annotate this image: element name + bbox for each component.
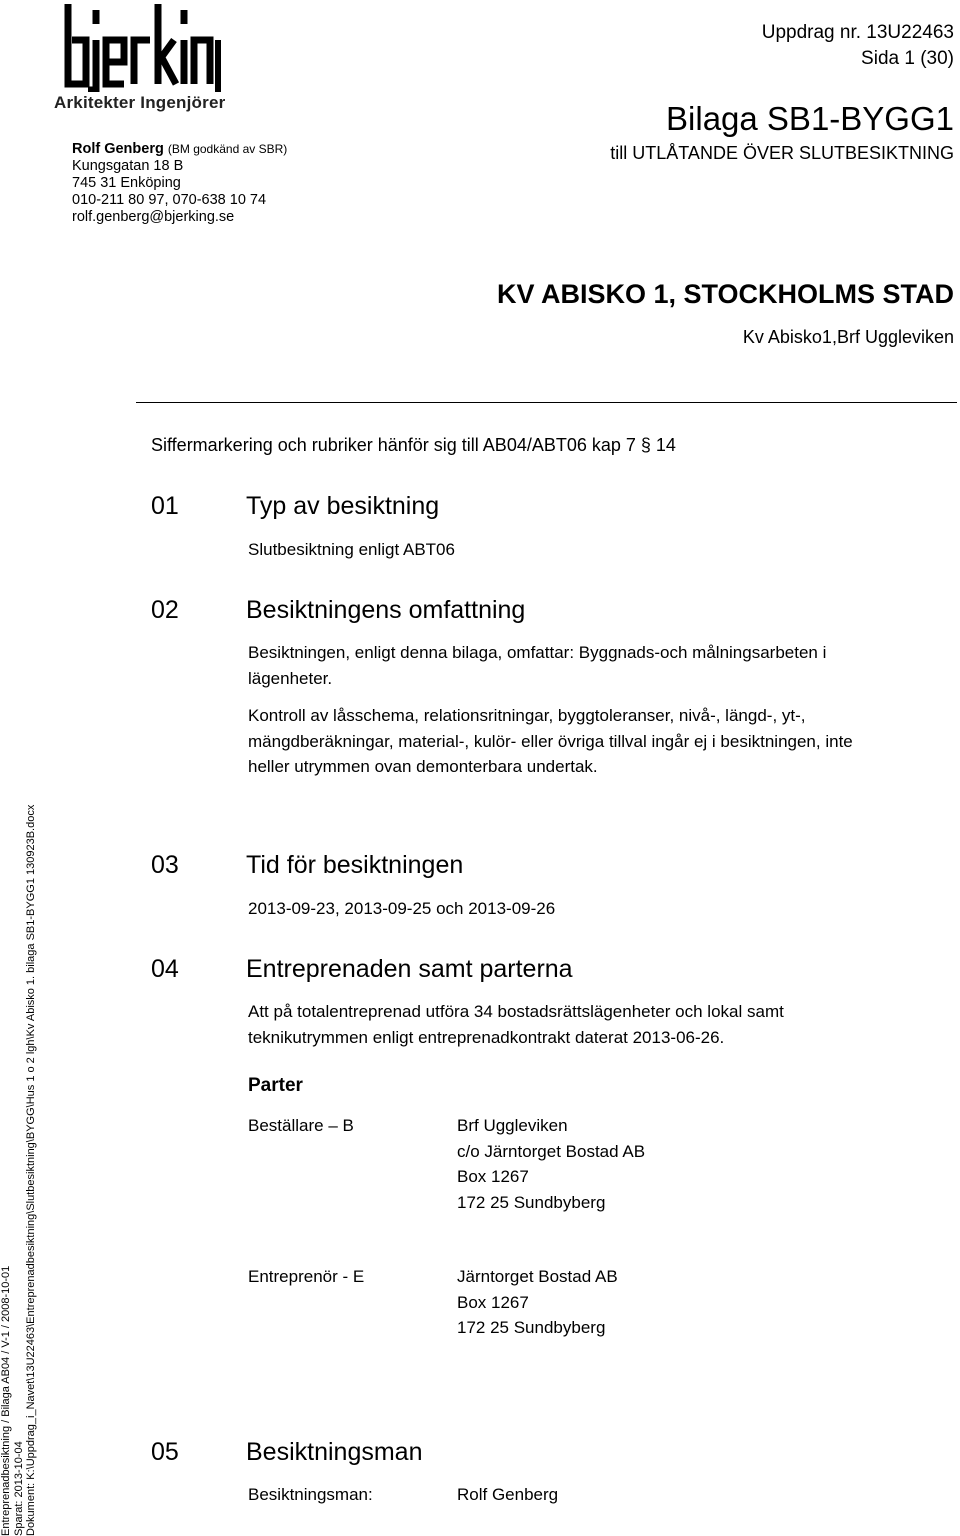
inspector-label: Besiktningsman:	[248, 1485, 373, 1504]
address-line: Järntorget Bostad AB	[457, 1267, 618, 1286]
client-address	[457, 1113, 645, 1215]
page-number: Sida 1 (30)	[861, 48, 954, 69]
contact-city: 745 31 Enköping	[72, 175, 181, 191]
section-heading: Besiktningens omfattning	[246, 596, 526, 624]
text-line: mängdberäkningar, material-, kulör- eller övriga tillval ingår ej i besiktningen, inte	[248, 731, 853, 751]
section-text: 2013-09-23, 2013-09-25 och 2013-09-26	[248, 899, 556, 918]
text-line: Besiktningen, enligt denna bilaga, omfattar: Byggnads-och målningsarbeten i	[248, 643, 827, 662]
side-line: Entreprenadbesiktning / Bilaga AB04 / V-1 / 2008-10-01	[0, 1265, 12, 1536]
project-subtitle: Kv Abisko1,Brf Uggleviken	[742, 327, 954, 347]
section-paragraph	[248, 703, 853, 780]
reference-note: Siffermarkering och rubriker hänför sig till AB04/ABT06 kap 7 § 14	[151, 435, 676, 455]
address-line: Box 1267	[457, 1167, 529, 1186]
side-line: Dokument: K:\Uppdrag_i_Navet\13U22463\Entreprenadbesiktning\Slutbesiktning\BYGG\Hus 1 o 2 lgh\Kv Abisko 1. bilaga SB1-BYGG1 130923B.docx	[25, 804, 37, 1536]
contact-name-note: (BM godkänd av SBR)	[167, 142, 288, 156]
divider	[136, 402, 957, 403]
inspector-name: Rolf Genberg	[457, 1485, 559, 1504]
contact-block	[72, 141, 287, 226]
contact-email: rolf.genberg@bjerking.se	[72, 209, 235, 225]
address-line: c/o Järntorget Bostad AB	[457, 1141, 646, 1161]
logo-subtitle: Arkitekter Ingenjörer	[54, 93, 226, 112]
contact-name: Rolf Genberg	[72, 141, 164, 157]
project-title: KV ABISKO 1, STOCKHOLMS STAD	[496, 279, 954, 309]
bjerking-logo	[62, 4, 222, 92]
section-number: 02	[151, 596, 179, 624]
address-line: 172 25 Sundbyberg	[457, 1318, 606, 1337]
contractor-address	[457, 1264, 618, 1341]
contact-street: Kungsgatan 18 B	[72, 158, 184, 174]
section-number: 03	[151, 851, 179, 879]
contact-phone: 010-211 80 97, 070-638 10 74	[72, 192, 267, 208]
text-line: Att på totalentreprenad utföra 34 bostadsrättslägenheter och lokal samt	[248, 1002, 784, 1021]
section-heading: Typ av besiktning	[246, 492, 440, 520]
section-number: 01	[151, 492, 179, 520]
section-heading: Tid för besiktningen	[246, 851, 464, 879]
text-line: Kontroll av låsschema, relationsritningar, byggtoleranser, nivå-, längd-, yt-,	[248, 706, 806, 725]
contractor-label: Entreprenör - E	[248, 1267, 365, 1286]
parties-heading: Parter	[248, 1075, 303, 1096]
document-title: Bilaga SB1-BYGG1	[666, 100, 954, 137]
side-document-info	[0, 805, 38, 1536]
document-subtitle: till UTLÅTANDE ÖVER SLUTBESIKTNING	[610, 143, 954, 163]
address-line: Brf Uggleviken	[457, 1116, 568, 1135]
section-heading: Entreprenaden samt parterna	[246, 955, 573, 983]
side-line: Sparat: 2013-10-04	[12, 1441, 25, 1536]
text-line: teknikutrymmen enligt entreprenadkontrakt daterat 2013-06-26.	[248, 1027, 725, 1047]
text-line: heller utrymmen ovan demonterbara undertak.	[248, 757, 598, 776]
assignment-number: Uppdrag nr. 13U22463	[761, 22, 954, 43]
section-paragraph	[248, 999, 784, 1050]
address-line: Box 1267	[457, 1292, 529, 1312]
section-number: 05	[151, 1438, 179, 1466]
section-paragraph	[248, 640, 826, 691]
text-line: lägenheter.	[248, 668, 333, 688]
client-label: Beställare – B	[248, 1116, 354, 1135]
section-number: 04	[151, 955, 179, 983]
section-heading: Besiktningsman	[246, 1438, 423, 1466]
section-text: Slutbesiktning enligt ABT06	[248, 540, 455, 559]
address-line: 172 25 Sundbyberg	[457, 1192, 606, 1212]
